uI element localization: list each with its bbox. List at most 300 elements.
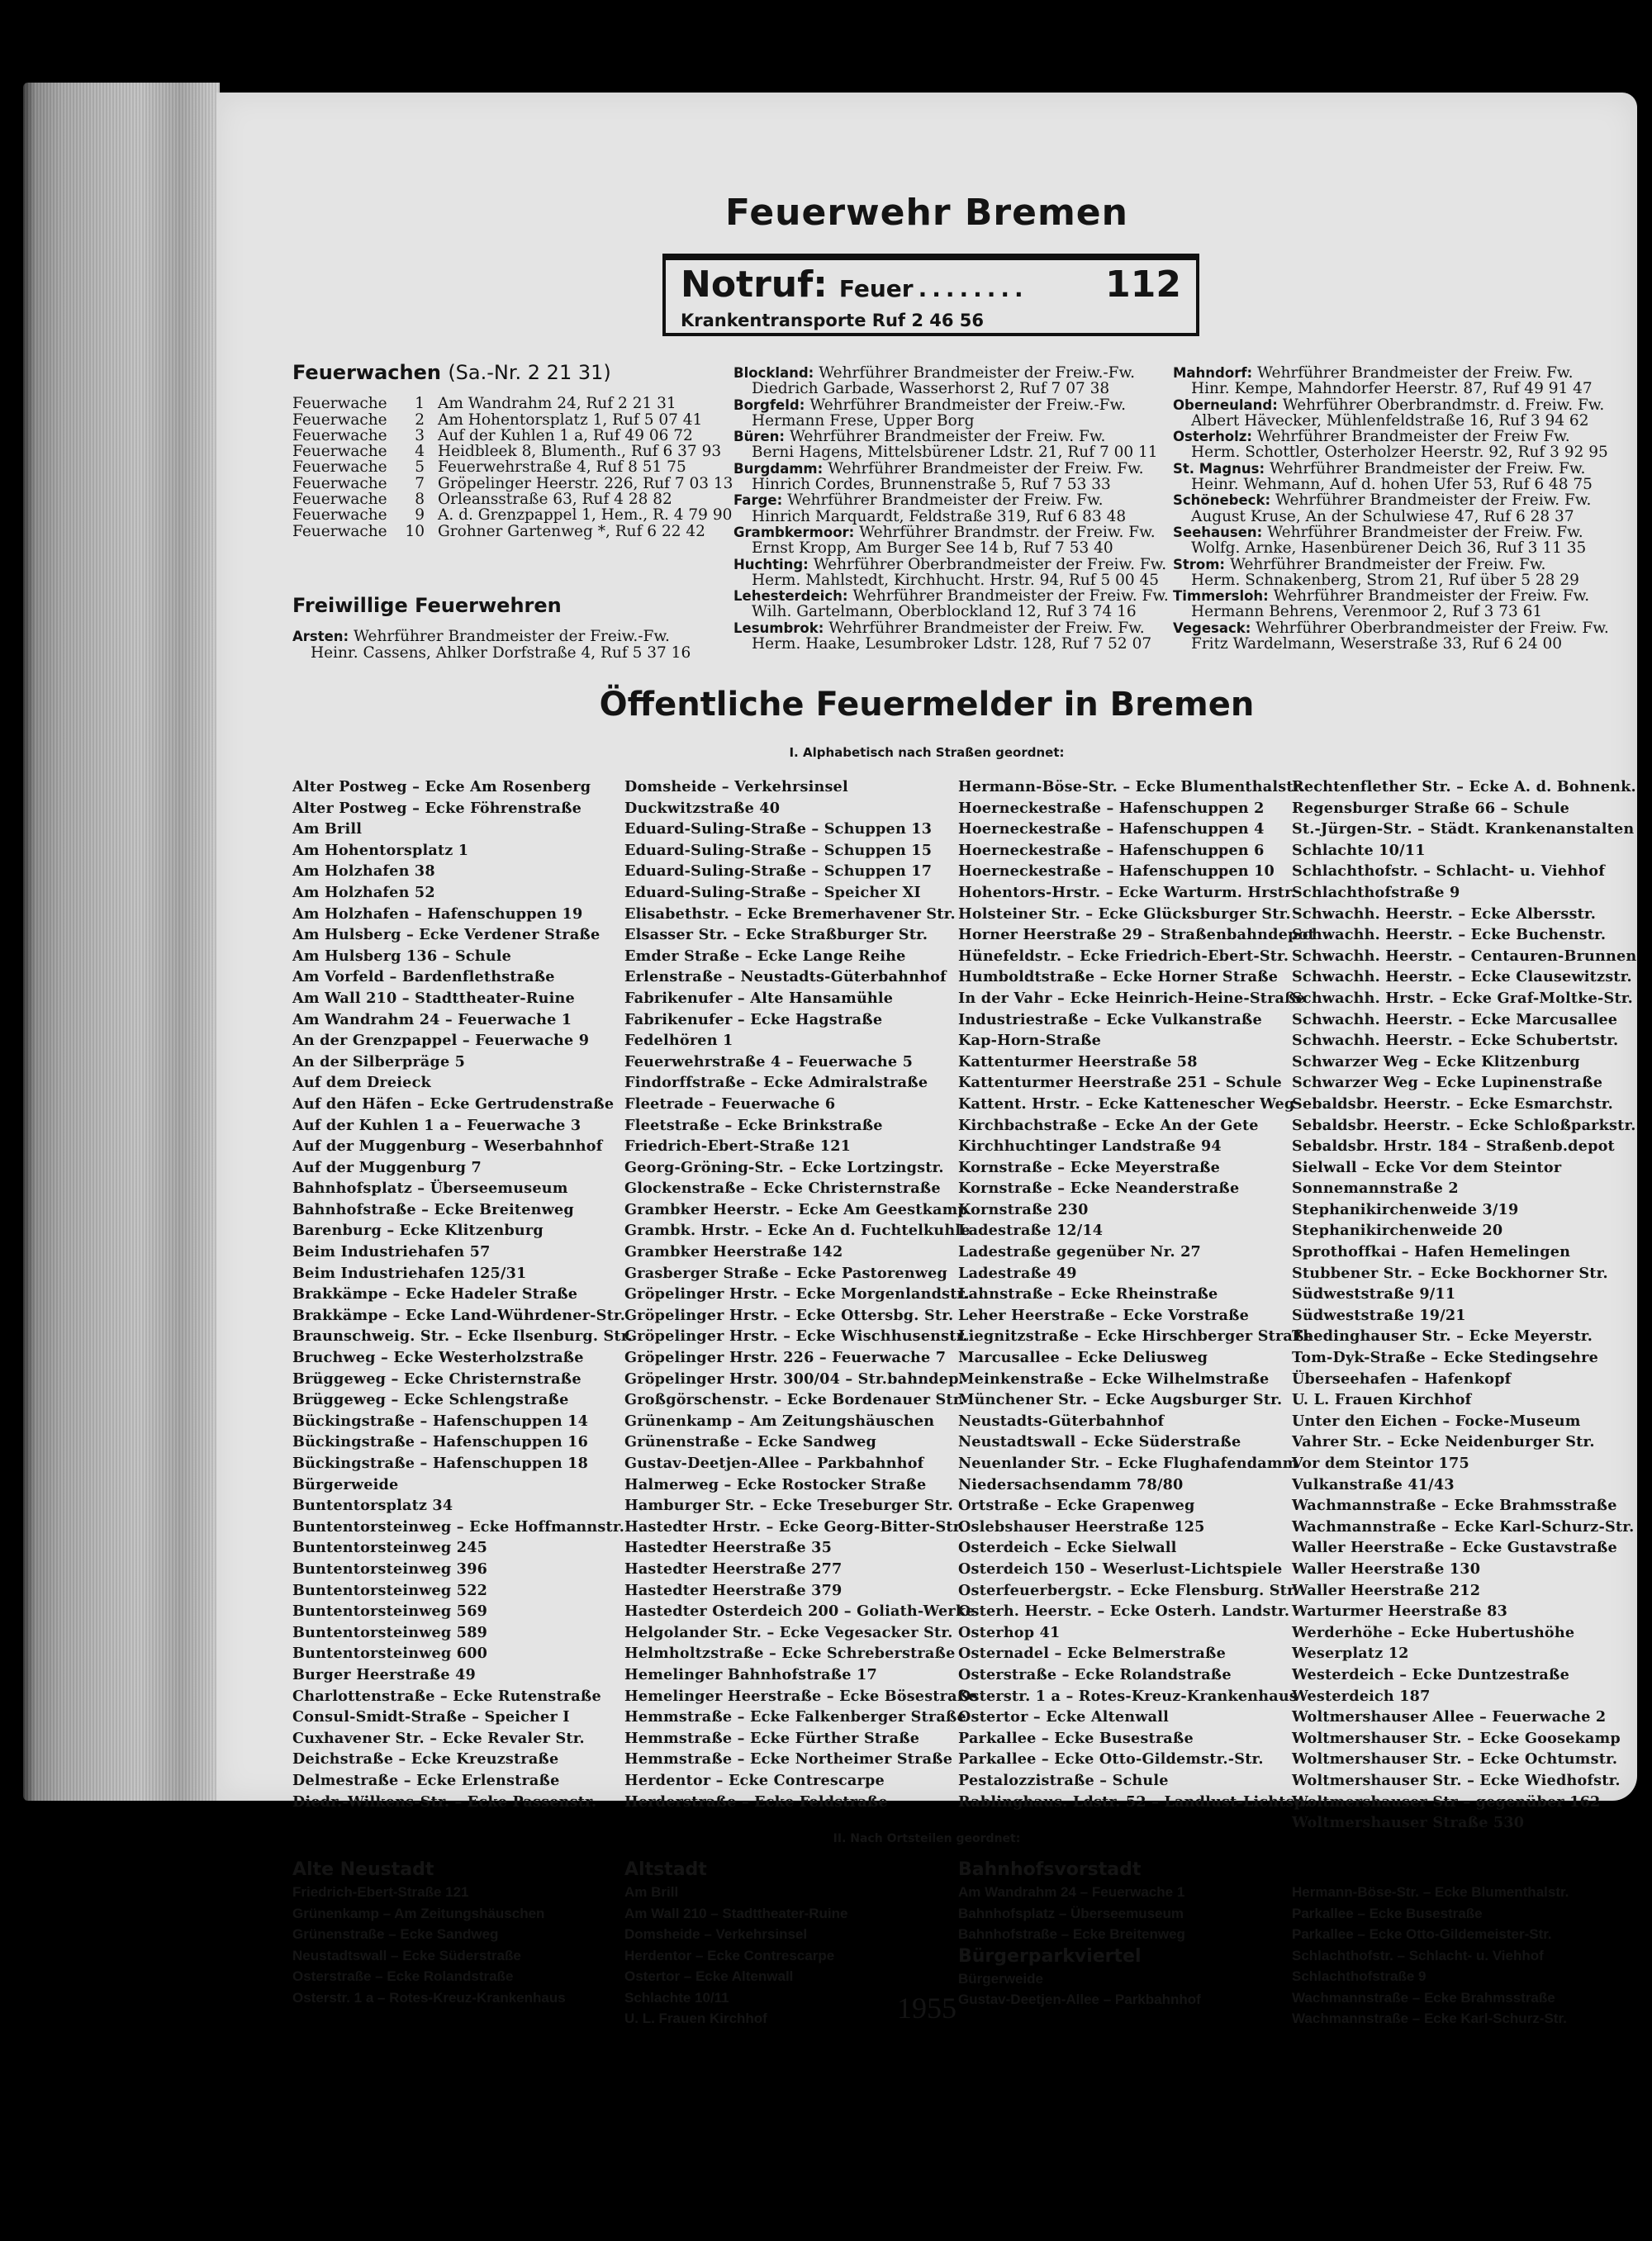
feuermelder-location: Helmholtzstraße – Ecke Schreberstraße bbox=[624, 1645, 956, 1663]
feuermelder-location: Thedinghauser Str. – Ecke Meyerstr. bbox=[1292, 1327, 1593, 1346]
freiwillige-line-1 bbox=[1173, 588, 1619, 604]
alpha-column-2 bbox=[624, 776, 978, 1812]
feuermelder-location: Pestalozzistraße – Schule bbox=[958, 1771, 1169, 1789]
feuermelder-location: Kirchbachstraße – Ecke An der Gete bbox=[958, 1116, 1259, 1134]
freiwillige-contact: Herm. Haake, Lesumbroker Ldstr. 128, Ruf 7 52 07 bbox=[752, 635, 1152, 653]
freiwillige-entry bbox=[292, 629, 738, 661]
feuermelder-location: Werderhöhe – Ecke Hubertushöhe bbox=[1292, 1623, 1575, 1641]
freiwillige-entry bbox=[1173, 365, 1619, 397]
feuermelder-location: Am Brill bbox=[292, 820, 363, 838]
freiwillige-line-1 bbox=[733, 365, 1180, 381]
feuermelder-location: Schlachthofstr. – Schlacht- u. Viehhof bbox=[1292, 862, 1605, 881]
district-location: Domsheide – Verkehrsinsel bbox=[624, 1926, 808, 1942]
feuermelder-location: Herderstraße – Ecke Feldstraße bbox=[624, 1792, 888, 1811]
feuermelder-location: Waller Heerstraße 212 bbox=[1292, 1581, 1481, 1599]
feuermelder-location: Grambker Heerstraße 142 bbox=[624, 1243, 843, 1261]
feuermelder-location: Am Holzhafen 38 bbox=[292, 862, 435, 881]
freiwillige-contact: Wilh. Gartelmann, Oberblockland 12, Ruf 3 74 16 bbox=[752, 603, 1137, 621]
feuermelder-location: Am Hulsberg – Ecke Verdener Straße bbox=[292, 926, 601, 944]
district-location: Gustav-Deetjen-Allee – Parkbahnhof bbox=[958, 1992, 1201, 2007]
feuerwache-address: Am Hohentorsplatz 1, Ruf 5 07 41 bbox=[438, 411, 703, 429]
feuermelder-location: Duckwitzstraße 40 bbox=[624, 799, 781, 817]
freiwillige-line-1 bbox=[733, 557, 1180, 572]
district-location: Ostertor – Ecke Altenwall bbox=[624, 1968, 794, 1984]
feuermelder-location: Buntentorsteinweg 589 bbox=[292, 1623, 488, 1641]
freiwillige-contact: Herm. Schnakenberg, Strom 21, Ruf über 5 28 29 bbox=[1191, 571, 1579, 589]
feuerwache-address: Grohner Gartenweg *, Ruf 6 22 42 bbox=[438, 522, 705, 540]
feuermelder-location: Hemelinger Bahnhofstraße 17 bbox=[624, 1665, 877, 1683]
feuermelder-location: U. L. Frauen Kirchhof bbox=[1292, 1391, 1472, 1409]
feuermelder-location: Weserplatz 12 bbox=[1292, 1645, 1409, 1663]
freiwillige-line-1 bbox=[733, 525, 1180, 540]
feuermelder-location: An der Grenzpappel – Feuerwache 9 bbox=[292, 1032, 590, 1050]
freiwillige-line-1 bbox=[1173, 557, 1619, 572]
freiwillige-rank: Wehrführer Oberbrandmeister der Freiw. Fw. bbox=[813, 555, 1167, 573]
district-location: Wachmannstraße – Ecke Brahmsstraße bbox=[1292, 1989, 1555, 2006]
feuermelder-location: Stubbener Str. – Ecke Bockhorner Str. bbox=[1292, 1264, 1608, 1282]
feuerwache-number: 3 bbox=[415, 426, 425, 444]
freiwillige-contact: Hermann Behrens, Verenmoor 2, Ruf 3 73 61 bbox=[1191, 603, 1543, 621]
feuermelder-location: Parkallee – Ecke Busestraße bbox=[958, 1729, 1194, 1747]
freiwillige-place: Huchting: bbox=[733, 556, 809, 572]
feuermelder-location: Feuerwehrstraße 4 – Feuerwache 5 bbox=[624, 1052, 914, 1071]
feuermelder-location: Wachmannstraße – Ecke Brahmsstraße bbox=[1292, 1497, 1617, 1515]
feuermelder-location: Friedrich-Ebert-Straße 121 bbox=[624, 1137, 852, 1156]
feuerwache-address: Auf der Kuhlen 1 a, Ruf 49 06 72 bbox=[438, 426, 693, 444]
freiwillige-line-1 bbox=[1173, 461, 1619, 477]
feuermelder-location: Elisabethstr. – Ecke Bremerhavener Str. bbox=[624, 904, 956, 923]
freiwillige-contact: Berni Hagens, Mittelsbürener Ldstr. 21, Ruf 7 00 11 bbox=[752, 444, 1158, 462]
feuermelder-location: Brakkämpe – Ecke Land-Wührdener-Str. bbox=[292, 1306, 626, 1324]
feuermelder-location: Brüggeweg – Ecke Christernstraße bbox=[292, 1370, 582, 1388]
feuermelder-location: Domsheide – Verkehrsinsel bbox=[624, 778, 848, 795]
feuermelder-location: Woltmershauser Str. – Ecke Ochtumstr. bbox=[1292, 1750, 1618, 1769]
freiwillige-contact: Heinr. Wehmann, Auf d. hohen Ufer 53, Ruf 6 48 75 bbox=[1191, 476, 1593, 494]
feuermelder-location: Am Wall 210 – Stadttheater-Ruine bbox=[292, 989, 575, 1007]
feuermelder-location: Schwachh. Hrstr. – Ecke Graf-Moltke-Str. bbox=[1292, 989, 1633, 1007]
ort-column-1 bbox=[292, 1859, 566, 2008]
feuermelder-location: Kornstraße 230 bbox=[958, 1200, 1089, 1218]
freiwillige-entry bbox=[1173, 397, 1619, 430]
feuermelder-location: Am Wandrahm 24 – Feuerwache 1 bbox=[292, 1010, 572, 1028]
feuermelder-location: Kap-Horn-Straße bbox=[958, 1032, 1102, 1050]
feuermelder-location: Schwarzer Weg – Ecke Klitzenburg bbox=[1292, 1052, 1580, 1071]
feuermelder-location: Warturmer Heerstraße 83 bbox=[1292, 1602, 1508, 1621]
feuermelder-location: Hoerneckestraße – Hafenschuppen 2 bbox=[958, 799, 1265, 817]
feuermelder-location: Schwachh. Heerstr. – Ecke Marcusallee bbox=[1292, 1010, 1618, 1028]
freiwillige-entry bbox=[733, 492, 1180, 525]
feuerwache-label: Feuerwache bbox=[292, 426, 387, 444]
feuermelder-location: Hastedter Heerstraße 277 bbox=[624, 1560, 843, 1578]
feuermelder-location: Sprothoffkai – Hafen Hemelingen bbox=[1292, 1243, 1571, 1261]
district-location: Osterstr. 1 a – Rotes-Kreuz-Krankenhaus bbox=[292, 1989, 566, 2006]
feuermelder-location: Osterdeich – Ecke Sielwall bbox=[958, 1539, 1177, 1557]
feuermelder-location: Gröpelinger Hrstr. 300/04 – Str.bahndep. bbox=[624, 1370, 964, 1388]
freiwillige-line-1 bbox=[1173, 492, 1619, 508]
freiwillige-rank: Wehrführer Brandmeister der Freiw. Fw. bbox=[787, 491, 1104, 510]
freiwillige-entry bbox=[733, 461, 1180, 493]
feuerwache-address: Gröpelinger Heerstr. 226, Ruf 7 03 13 bbox=[438, 474, 733, 492]
feuermelder-location: Neuenlander Str. – Ecke Flughafendamm bbox=[958, 1455, 1298, 1472]
feuermelder-location: Schlachte 10/11 bbox=[1292, 841, 1426, 859]
feuermelder-location: Kirchhuchtinger Landstraße 94 bbox=[958, 1137, 1222, 1156]
freiwillige-rank: Wehrführer Brandmstr. der Freiw. Fw. bbox=[859, 523, 1156, 541]
district-location: Neustadtswall – Ecke Süderstraße bbox=[292, 1947, 521, 1963]
freiwillige-line-1 bbox=[1173, 397, 1619, 413]
freiwillige-rank: Wehrführer Brandmeister der Freiw.-Fw. bbox=[354, 628, 670, 646]
feuermelder-location: Hastedter Osterdeich 200 – Goliath-Werke bbox=[624, 1602, 976, 1621]
freiwillige-place: Lesumbrok: bbox=[733, 620, 824, 636]
feuerwache-label: Feuerwache bbox=[292, 491, 387, 509]
feuermelder-location: Meinkenstraße – Ecke Wilhelmstraße bbox=[958, 1370, 1270, 1388]
feuermelder-location: Braunschweig. Str. – Ecke Ilsenburg. Str. bbox=[292, 1327, 633, 1346]
feuermelder-location: Woltmershauser Straße 530 bbox=[1292, 1814, 1525, 1832]
freiwillige-entry bbox=[733, 588, 1180, 620]
freiwillige-place: Farge: bbox=[733, 492, 783, 509]
feuermelder-location: Osterstraße – Ecke Rolandstraße bbox=[958, 1665, 1232, 1683]
feuermelder-location: Vor dem Steintor 175 bbox=[1292, 1455, 1469, 1472]
feuermelder-location: Auf der Muggenburg – Weserbahnhof bbox=[292, 1137, 603, 1156]
feuermelder-location: Ortstraße – Ecke Grapenweg bbox=[958, 1497, 1195, 1515]
notruf-feuer-label: Feuer bbox=[838, 275, 914, 302]
freiwillige-rank: Wehrführer Brandmeister der Freiw. Fw. bbox=[789, 428, 1106, 446]
feuermelder-location: Herdentor – Ecke Contrescarpe bbox=[624, 1771, 885, 1789]
notruf-leader-dots: ........ bbox=[918, 275, 1028, 302]
freiwillige-contact: Hermann Frese, Upper Borg bbox=[752, 411, 975, 430]
feuerwache-label: Feuerwache bbox=[292, 443, 387, 461]
feuerwache-row bbox=[292, 507, 738, 523]
feuermelder-location: Findorffstraße – Ecke Admiralstraße bbox=[624, 1074, 928, 1092]
feuermelder-location: Auf dem Dreieck bbox=[292, 1074, 431, 1092]
freiwillige-rank: Wehrführer Brandmeister der Freiw. Fw. bbox=[852, 587, 1169, 605]
freiwillige-entry bbox=[733, 397, 1180, 430]
feuermelder-location: Gustav-Deetjen-Allee – Parkbahnhof bbox=[624, 1455, 924, 1472]
feuermelder-location: Gröpelinger Hrstr. – Ecke Morgenlandstr. bbox=[624, 1285, 969, 1303]
district-location: Grünenstraße – Ecke Sandweg bbox=[292, 1926, 499, 1942]
feuermelder-location: Hünefeldstr. – Ecke Friedrich-Ebert-Str. bbox=[958, 947, 1289, 965]
freiwillige-line-1 bbox=[733, 461, 1180, 477]
ortsteile-subheading: II. Nach Ortsteilen geordnet: bbox=[833, 1832, 1021, 1845]
feuermelder-location: Eduard-Suling-Straße – Schuppen 15 bbox=[624, 841, 933, 859]
freiwillige-place: Mahndorf: bbox=[1173, 365, 1253, 381]
feuerwache-address: Orleansstraße 63, Ruf 4 28 82 bbox=[438, 491, 672, 509]
freiwillige-contact: Diedrich Garbade, Wasserhorst 2, Ruf 7 07 38 bbox=[752, 380, 1110, 398]
district-location: Am Wall 210 – Stadttheater-Ruine bbox=[624, 1905, 848, 1921]
freiwillige-contact: Albert Hävecker, Mühlenfeldstraße 16, Ruf 3 94 62 bbox=[1191, 411, 1589, 430]
feuermelder-location: Schwachh. Heerstr. – Ecke Clausewitzstr. bbox=[1292, 968, 1632, 986]
feuerwache-label: Feuerwache bbox=[292, 458, 387, 477]
feuermelder-location: Kornstraße – Ecke Neanderstraße bbox=[958, 1180, 1240, 1198]
feuermelder-location: Sonnemannstraße 2 bbox=[1292, 1180, 1459, 1198]
feuermelder-location: Oslebshauser Heerstraße 125 bbox=[958, 1517, 1205, 1536]
feuermelder-location: Humboldtstraße – Ecke Horner Straße bbox=[958, 968, 1279, 986]
feuermelder-location: Osterdeich 150 – Weserlust-Lichtspiele bbox=[958, 1560, 1283, 1578]
feuermelder-location: Am Vorfeld – Bardenflethstraße bbox=[292, 968, 555, 986]
freiwillige-rank: Wehrführer Brandmeister der Freiw Fw. bbox=[1256, 428, 1570, 446]
feuermelder-location: Industriestraße – Ecke Vulkanstraße bbox=[958, 1010, 1262, 1028]
feuerwache-label: Feuerwache bbox=[292, 506, 387, 525]
feuermelder-location: An der Silberpräge 5 bbox=[292, 1052, 466, 1071]
feuerwachen-section bbox=[292, 361, 738, 540]
freiwillige-contact: Fritz Wardelmann, Weserstraße 33, Ruf 6 24 00 bbox=[1191, 635, 1563, 653]
district-location: Schlachthofstraße 9 bbox=[1292, 1968, 1427, 1984]
feuermelder-location: Beim Industriehafen 57 bbox=[292, 1243, 491, 1261]
feuermelder-location: Schwarzer Weg – Ecke Lupinenstraße bbox=[1292, 1074, 1603, 1092]
page-number: 1955 bbox=[897, 1992, 957, 2025]
feuermelder-location: Ladestraße 12/14 bbox=[958, 1222, 1104, 1240]
feuermelder-location: Tom-Dyk-Straße – Ecke Stedingsehre bbox=[1292, 1349, 1598, 1367]
feuermelder-location: Bückingstraße – Hafenschuppen 14 bbox=[292, 1412, 589, 1430]
feuermelder-location: Hermann-Böse-Str. – Ecke Blumenthalstr. bbox=[958, 778, 1305, 795]
feuermelder-location: Leher Heerstraße – Ecke Vorstraße bbox=[958, 1306, 1250, 1324]
feuermelder-location: Rablinghaus. Ldstr. 52 – Landlust-Lichtsp. bbox=[958, 1792, 1310, 1811]
freiwillige-rank: Wehrführer Brandmeister der Freiw. Fw. bbox=[1267, 523, 1583, 541]
feuermelder-location: Schwachh. Heerstr. – Centauren-Brunnen bbox=[1292, 947, 1637, 965]
freiwillige-line-1 bbox=[733, 492, 1180, 508]
feuermelder-location: In der Vahr – Ecke Heinrich-Heine-Straße bbox=[958, 989, 1306, 1007]
feuermelder-location: Eduard-Suling-Straße – Speicher XI bbox=[624, 883, 921, 901]
feuermelder-location: Deichstraße – Ecke Kreuzstraße bbox=[292, 1750, 559, 1769]
feuerwache-address: Feuerwehrstraße 4, Ruf 8 51 75 bbox=[438, 458, 686, 477]
freiwillige-rank: Wehrführer Brandmeister der Freiw. Fw. bbox=[1257, 364, 1574, 382]
freiwillige-entry bbox=[1173, 588, 1619, 620]
sammel-nummer: (Sa.-Nr. 2 21 31) bbox=[448, 361, 611, 384]
feuermelder-location: Woltmershauser Allee – Feuerwache 2 bbox=[1292, 1708, 1607, 1726]
feuerwache-address: A. d. Grenzpappel 1, Hem., R. 4 79 90 bbox=[438, 506, 733, 525]
feuermelder-location: Osterhop 41 bbox=[958, 1623, 1061, 1641]
freiwillige-place: Büren: bbox=[733, 429, 785, 445]
feuermelder-location: Osternadel – Ecke Belmerstraße bbox=[958, 1645, 1226, 1663]
alphabetical-subheading: I. Alphabetisch nach Straßen geordnet: bbox=[789, 745, 1065, 760]
district-location: Hermann-Böse-Str. – Ecke Blumenthalstr. bbox=[1292, 1884, 1569, 1900]
freiwillige-contact: Hinrich Cordes, Brunnenstraße 5, Ruf 7 53 33 bbox=[752, 476, 1111, 494]
freiwillige-place: Blockland: bbox=[733, 365, 814, 381]
feuermelder-location: Grasberger Straße – Ecke Pastorenweg bbox=[624, 1264, 948, 1282]
feuerwache-row bbox=[292, 491, 738, 507]
feuermelder-location: Bückingstraße – Hafenschuppen 16 bbox=[292, 1433, 589, 1451]
feuerwache-number: 8 bbox=[415, 491, 425, 509]
district-location: Schlachte 10/11 bbox=[624, 1989, 729, 2006]
feuermelder-location: Gröpelinger Hrstr. – Ecke Ottersbg. Str. bbox=[624, 1306, 954, 1324]
feuermelder-location: Sebaldsbr. Hrstr. 184 – Straßenb.depot bbox=[1292, 1137, 1615, 1156]
feuermelder-location: Hemmstraße – Ecke Falkenberger Straße bbox=[624, 1708, 966, 1726]
feuermelder-location: Hastedter Heerstraße 379 bbox=[624, 1581, 843, 1599]
freiwillige-entry bbox=[733, 429, 1180, 461]
feuermelder-location: Gröpelinger Hrstr. 226 – Feuerwache 7 bbox=[624, 1349, 947, 1367]
feuermelder-location: Ostertor – Ecke Altenwall bbox=[958, 1708, 1169, 1726]
feuermelder-location: Kattent. Hrstr. – Ecke Kattenescher Weg bbox=[958, 1094, 1295, 1113]
feuermelder-location: Rechtenflether Str. – Ecke A. d. Bohnenk. bbox=[1292, 778, 1636, 795]
feuermelder-location: Elsasser Str. – Ecke Straßburger Str. bbox=[624, 926, 928, 944]
book-page-edges bbox=[23, 83, 220, 1801]
feuermelder-location: Osterfeuerbergstr. – Ecke Flensburg. Str. bbox=[958, 1581, 1299, 1599]
freiwillige-entry bbox=[1173, 557, 1619, 589]
freiwillige-entry bbox=[733, 620, 1180, 653]
feuermelder-location: Parkallee – Ecke Otto-Gildemstr.-Str. bbox=[958, 1750, 1264, 1769]
feuermelder-location: Eduard-Suling-Straße – Schuppen 17 bbox=[624, 862, 933, 881]
freiwillige-line-1 bbox=[1173, 620, 1619, 636]
feuermelder-location: Auf den Häfen – Ecke Gertrudenstraße bbox=[292, 1094, 615, 1113]
notruf-label: Notruf: bbox=[681, 264, 828, 306]
feuermelder-location: Fedelhören 1 bbox=[624, 1032, 733, 1050]
district-location: Parkallee – Ecke Busestraße bbox=[1292, 1905, 1483, 1921]
district-heading: Altstadt bbox=[624, 1859, 707, 1880]
feuermelder-location: Großgörschenstr. – Ecke Bordenauer Str. bbox=[624, 1391, 965, 1409]
feuermelder-title: Öffentliche Feuermelder in Bremen bbox=[599, 686, 1255, 724]
alpha-column-4 bbox=[1292, 776, 1636, 1834]
feuermelder-location: Hoerneckestraße – Hafenschuppen 10 bbox=[958, 862, 1275, 881]
freiwillige-entry bbox=[733, 557, 1180, 589]
freiwillige-rank: Wehrführer Brandmeister der Freiw. Fw. bbox=[1275, 491, 1592, 510]
feuermelder-location: Waller Heerstraße – Ecke Gustavstraße bbox=[1292, 1539, 1617, 1557]
feuermelder-location: Erlenstraße – Neustadts-Güterbahnhof bbox=[624, 968, 947, 986]
feuermelder-location: Kornstraße – Ecke Meyerstraße bbox=[958, 1158, 1221, 1176]
feuermelder-location: Marcusallee – Ecke Deliusweg bbox=[958, 1349, 1208, 1367]
feuerwache-address: Am Wandrahm 24, Ruf 2 21 31 bbox=[438, 395, 676, 413]
freiwillige-section bbox=[292, 594, 738, 662]
feuerwache-number: 9 bbox=[415, 506, 425, 525]
feuerwachen-title: Feuerwachen bbox=[292, 361, 441, 384]
freiwillige-rank: Wehrführer Brandmeister der Freiw. Fw. bbox=[828, 619, 1145, 637]
feuermelder-location: Bahnhofsplatz – Überseemuseum bbox=[292, 1180, 568, 1198]
freiwillige-entry bbox=[733, 525, 1180, 557]
feuerwache-number: 7 bbox=[415, 474, 425, 492]
freiwillige-rank: Wehrführer Oberbrandmeister der Freiw. Fw. bbox=[1256, 619, 1609, 637]
district-location: Friedrich-Ebert-Straße 121 bbox=[292, 1884, 469, 1900]
feuermelder-location: Brüggeweg – Ecke Schlengstraße bbox=[292, 1391, 569, 1409]
freiwillige-line-1 bbox=[733, 397, 1180, 413]
feuermelder-location: Kattenturmer Heerstraße 58 bbox=[958, 1052, 1198, 1071]
feuerwache-row bbox=[292, 459, 738, 475]
district-location: U. L. Frauen Kirchhof bbox=[624, 2011, 767, 2026]
feuermelder-location: Sebaldsbr. Heerstr. – Ecke Schloßparkstr. bbox=[1292, 1116, 1636, 1134]
feuermelder-location: Auf der Muggenburg 7 bbox=[292, 1158, 482, 1176]
district-heading: Alte Neustadt bbox=[292, 1859, 434, 1880]
feuermelder-location: Münchener Str. – Ecke Augsburger Str. bbox=[958, 1391, 1283, 1409]
feuermelder-location: Schwachh. Heerstr. – Ecke Buchenstr. bbox=[1292, 926, 1607, 944]
feuerwache-label: Feuerwache bbox=[292, 395, 387, 413]
feuermelder-location: Glockenstraße – Ecke Christernstraße bbox=[624, 1180, 941, 1198]
freiwillige-place: St. Magnus: bbox=[1173, 460, 1265, 477]
feuermelder-location: Bruchweg – Ecke Westerholzstraße bbox=[292, 1349, 584, 1367]
feuerwache-number: 2 bbox=[415, 411, 425, 429]
feuermelder-location: Holsteiner Str. – Ecke Glücksburger Str. bbox=[958, 904, 1291, 923]
feuermelder-location: Buntentorsteinweg – Ecke Hoffmannstr. bbox=[292, 1517, 625, 1536]
feuermelder-location: Neustadts-Güterbahnhof bbox=[958, 1412, 1165, 1430]
feuermelder-location: Barenburg – Ecke Klitzenburg bbox=[292, 1222, 544, 1240]
feuermelder-location: Fleetstraße – Ecke Brinkstraße bbox=[624, 1116, 883, 1134]
feuermelder-location: Ladestraße 49 bbox=[958, 1264, 1077, 1282]
freiwillige-contact: August Kruse, An der Schulwiese 47, Ruf 6 28 37 bbox=[1191, 507, 1574, 525]
feuermelder-location: Schwachh. Heerstr. – Ecke Schubertstr. bbox=[1292, 1032, 1619, 1050]
feuermelder-location: Am Hulsberg 136 – Schule bbox=[292, 947, 512, 965]
feuermelder-location: Grünenkamp – Am Zeitungshäuschen bbox=[624, 1412, 935, 1430]
freiwillige-contact: Wolfg. Arnke, Hasenbürener Deich 36, Ruf 3 11 35 bbox=[1191, 539, 1587, 558]
feuermelder-location: Südweststraße 19/21 bbox=[1292, 1306, 1466, 1324]
freiwillige-line-1 bbox=[733, 588, 1180, 604]
feuermelder-location: Buntentorsteinweg 600 bbox=[292, 1645, 488, 1663]
freiwillige-contact: Herm. Mahlstedt, Kirchhucht. Hrstr. 94, Ruf 5 00 45 bbox=[752, 571, 1160, 589]
freiwillige-heading: Freiwillige Feuerwehren bbox=[292, 594, 562, 617]
freiwillige-line-1 bbox=[1173, 365, 1619, 381]
freiwillige-contact: Hinr. Kempe, Mahndorfer Heerstr. 87, Ruf 49 91 47 bbox=[1191, 380, 1593, 398]
freiwillige-line-1 bbox=[733, 429, 1180, 444]
feuermelder-location: Fleetrade – Feuerwache 6 bbox=[624, 1094, 836, 1113]
feuermelder-location: Schlachthofstraße 9 bbox=[1292, 883, 1460, 901]
feuermelder-location: Beim Industriehafen 125/31 bbox=[292, 1264, 527, 1282]
feuermelder-location: Buntentorsteinweg 396 bbox=[292, 1560, 488, 1578]
freiwillige-place: Timmersloh: bbox=[1173, 588, 1269, 605]
feuermelder-location: Hastedter Hrstr. – Ecke Georg-Bitter-Str. bbox=[624, 1517, 965, 1536]
feuermelder-location: Georg-Gröning-Str. – Ecke Lortzingstr. bbox=[624, 1158, 944, 1176]
feuermelder-location: Niedersachsendamm 78/80 bbox=[958, 1475, 1184, 1493]
feuermelder-location: Buntentorsteinweg 569 bbox=[292, 1602, 488, 1621]
feuermelder-location: Vahrer Str. – Ecke Neidenburger Str. bbox=[1292, 1433, 1595, 1451]
freiwillige-place: Seehausen: bbox=[1173, 524, 1263, 540]
page-title: Feuerwehr Bremen bbox=[725, 192, 1128, 234]
feuermelder-location: Kattenturmer Heerstraße 251 – Schule bbox=[958, 1074, 1282, 1092]
emergency-call-box bbox=[662, 254, 1199, 336]
alpha-column-1 bbox=[292, 776, 633, 1812]
feuermelder-location: Buntentorsteinweg 245 bbox=[292, 1539, 488, 1557]
freiwillige-line-1 bbox=[1173, 429, 1619, 444]
feuermelder-location: Liegnitzstraße – Ecke Hirschberger Straße bbox=[958, 1327, 1313, 1346]
freiwillige-rank: Wehrführer Brandmeister der Freiw. Fw. bbox=[1273, 587, 1590, 605]
feuermelder-location: Woltmershauser Str – gegenüber 162 bbox=[1292, 1792, 1601, 1811]
feuermelder-location: Buntentorsteinweg 522 bbox=[292, 1581, 488, 1599]
freiwillige-entry bbox=[1173, 461, 1619, 493]
freiwillige-column-1 bbox=[292, 629, 738, 661]
feuermelder-location: Südweststraße 9/11 bbox=[1292, 1285, 1456, 1303]
freiwillige-entry bbox=[1173, 525, 1619, 557]
feuermelder-location: Stephanikirchenweide 3/19 bbox=[1292, 1200, 1519, 1218]
feuermelder-location: Emder Straße – Ecke Lange Reihe bbox=[624, 947, 906, 965]
freiwillige-place: Oberneuland: bbox=[1173, 396, 1278, 413]
freiwillige-place: Burgdamm: bbox=[733, 460, 824, 477]
feuerwache-label: Feuerwache bbox=[292, 522, 387, 540]
feuermelder-location: Hastedter Heerstraße 35 bbox=[624, 1539, 833, 1557]
feuermelder-location: Grambk. Hrstr. – Ecke An d. Fuchtelkuhle bbox=[624, 1222, 971, 1240]
feuermelder-location: Hohentors-Hrstr. – Ecke Warturm. Hrstr. bbox=[958, 883, 1297, 901]
feuermelder-location: Überseehafen – Hafenkopf bbox=[1292, 1370, 1512, 1388]
feuermelder-location: Neustadtswall – Ecke Süderstraße bbox=[958, 1433, 1241, 1451]
feuerwache-number: 5 bbox=[415, 458, 425, 477]
freiwillige-contact: Heinr. Cassens, Ahlker Dorfstraße 4, Ruf 5 37 16 bbox=[311, 643, 691, 662]
feuermelder-location: Ladestraße gegenüber Nr. 27 bbox=[958, 1243, 1201, 1261]
freiwillige-place: Arsten: bbox=[292, 629, 349, 645]
feuermelder-location: Unter den Eichen – Focke-Museum bbox=[1292, 1412, 1581, 1430]
feuerwache-row bbox=[292, 396, 738, 411]
district-location: Bürgerweide bbox=[958, 1970, 1043, 1987]
feuerwache-row bbox=[292, 524, 738, 539]
district-location: Wachmannstraße – Ecke Karl-Schurz-Str. bbox=[1292, 2011, 1567, 2026]
freiwillige-place: Borgfeld: bbox=[733, 396, 805, 413]
feuerwache-row bbox=[292, 412, 738, 428]
feuermelder-location: Vulkanstraße 41/43 bbox=[1292, 1475, 1455, 1493]
feuermelder-location: Osterstr. 1 a – Rotes-Kreuz-Krankenhaus bbox=[958, 1687, 1298, 1705]
feuermelder-location: Bürgerweide bbox=[292, 1475, 399, 1493]
feuermelder-location: Diedr.-Wilkens-Str. – Ecke Passenstr. bbox=[292, 1792, 597, 1811]
feuerwache-row bbox=[292, 444, 738, 459]
freiwillige-place: Lehesterdeich: bbox=[733, 588, 848, 605]
freiwillige-rank: Wehrführer Oberbrandmstr. d. Freiw. Fw. bbox=[1282, 396, 1605, 414]
freiwillige-entry bbox=[733, 365, 1180, 397]
freiwillige-contact: Ernst Kropp, Am Burger See 14 b, Ruf 7 53 40 bbox=[752, 539, 1113, 558]
district-heading: Bahnhofsvorstadt bbox=[958, 1859, 1142, 1880]
feuermelder-location: Waller Heerstraße 130 bbox=[1292, 1560, 1481, 1578]
freiwillige-place: Vegesack: bbox=[1173, 620, 1251, 636]
freiwillige-place: Grambkermoor: bbox=[733, 524, 855, 540]
